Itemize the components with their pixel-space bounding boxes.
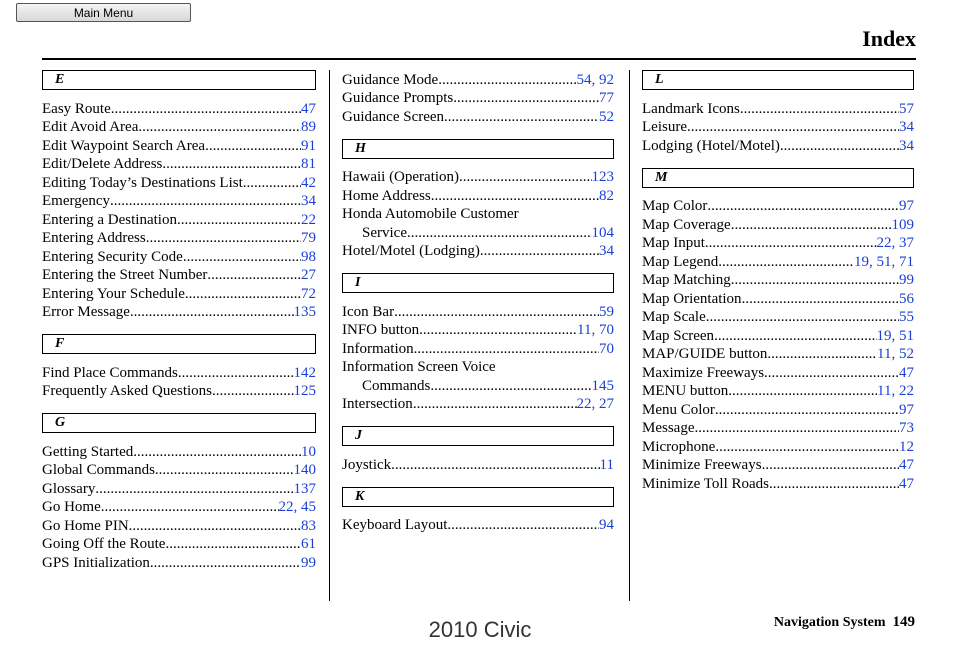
- index-entry: [42, 192, 316, 211]
- index-entry: [342, 168, 614, 187]
- page-title: Index: [862, 26, 916, 51]
- dot-leader: [480, 243, 599, 260]
- index-entry: [642, 289, 914, 308]
- dot-leader: [431, 188, 599, 205]
- page-reference-link[interactable]: 55: [899, 309, 914, 325]
- dot-leader: [447, 517, 599, 534]
- index-entry-label: Minimize Freeways: [642, 457, 762, 473]
- index-entry: [342, 321, 614, 340]
- index-entry: [342, 223, 614, 242]
- index-entry: [42, 173, 316, 192]
- title-divider: [42, 58, 916, 60]
- index-entry-label: Map Color: [642, 198, 708, 214]
- dot-leader: [111, 101, 301, 118]
- index-entry-label: Emergency: [42, 193, 111, 209]
- index-entry-label: Icon Bar: [342, 303, 395, 320]
- dot-leader: [715, 439, 899, 456]
- index-entry: [342, 205, 614, 224]
- dot-leader: [205, 138, 301, 155]
- index-entry-label: Leisure: [642, 119, 687, 135]
- dot-leader: [150, 555, 301, 572]
- index-entry-label: Information Screen Voice: [342, 359, 496, 375]
- index-entry-label: Map Scale: [642, 309, 706, 325]
- page-reference-link[interactable]: 140: [293, 462, 316, 478]
- dot-leader: [728, 383, 877, 400]
- index-entry: [42, 229, 316, 248]
- column-divider-1: [329, 70, 330, 601]
- watermark: 2010 Civic: [428, 617, 532, 642]
- index-entry-label: Guidance Screen: [342, 108, 445, 125]
- page-reference-link[interactable]: 97: [899, 198, 914, 214]
- index-entry: [642, 437, 914, 456]
- dot-leader: [391, 457, 599, 474]
- index-entry-label: Edit/Delete Address: [42, 156, 163, 172]
- dot-leader: [146, 230, 301, 247]
- index-entry: [42, 516, 316, 535]
- index-entry: [342, 89, 614, 108]
- index-entry-label: Microphone: [642, 438, 716, 455]
- index-entry: [42, 535, 316, 554]
- dot-leader: [133, 444, 301, 461]
- index-entry-label: GPS Initialization: [42, 554, 150, 571]
- page-reference-link[interactable]: 145: [591, 377, 614, 394]
- index-entry-label: Information: [342, 340, 414, 357]
- page-reference-link[interactable]: 22: [301, 211, 316, 228]
- index-entry: [342, 186, 614, 205]
- page-reference-link[interactable]: 52: [599, 108, 614, 125]
- page-reference-link[interactable]: 70: [599, 340, 614, 357]
- index-entry: [342, 516, 614, 535]
- page-reference-link[interactable]: 99: [301, 554, 316, 571]
- dot-leader: [767, 346, 877, 363]
- page-reference-link[interactable]: 34: [899, 137, 914, 154]
- dot-leader: [414, 341, 599, 358]
- index-entry: [342, 107, 614, 126]
- index-entry-list: [42, 99, 316, 321]
- index-entry-label: Edit Avoid Area: [42, 119, 139, 135]
- page-reference-link[interactable]: 56: [899, 290, 914, 307]
- page-reference-link[interactable]: 94: [599, 517, 614, 533]
- page-reference-link[interactable]: 11, 70: [577, 322, 614, 338]
- page-reference-link[interactable]: 19, 51, 71: [854, 253, 914, 270]
- page-reference-link[interactable]: 22, 45: [278, 499, 316, 515]
- dot-leader: [444, 109, 599, 126]
- page-reference-link[interactable]: 89: [301, 119, 316, 135]
- index-entry-label: Maximize Freeways: [642, 364, 765, 381]
- dot-leader: [453, 90, 599, 107]
- page-reference-link[interactable]: 142: [293, 364, 316, 381]
- index-entry-label: Find Place Commands: [42, 364, 178, 381]
- page-reference-link[interactable]: 72: [301, 285, 316, 302]
- index-entry-list: [42, 363, 316, 400]
- dot-leader: [95, 481, 293, 498]
- page-reference-link[interactable]: 47: [899, 364, 914, 381]
- dot-leader: [430, 378, 591, 395]
- dot-leader: [178, 365, 294, 382]
- index-entry-label: Honda Automobile Customer: [342, 206, 519, 222]
- index-entry: [42, 118, 316, 137]
- index-entry-label: Guidance Prompts: [342, 90, 454, 106]
- index-entry-label: Menu Color: [642, 401, 715, 418]
- index-entry: [642, 456, 914, 475]
- page-reference-link[interactable]: 91: [301, 137, 316, 154]
- page-reference-link[interactable]: 98: [301, 248, 316, 265]
- page-reference-link[interactable]: 125: [293, 383, 316, 399]
- index-entry-label: Go Home: [42, 499, 101, 515]
- index-column-1: [42, 70, 316, 585]
- index-entry-label: Service: [362, 224, 407, 241]
- index-entry-label: Global Commands: [42, 462, 155, 478]
- index-entry-label: Entering Your Schedule: [42, 285, 185, 302]
- index-entry-label: Edit Waypoint Search Area: [42, 137, 206, 154]
- page-reference-link[interactable]: 73: [899, 420, 914, 436]
- index-entry-label: INFO button: [342, 322, 420, 338]
- dot-leader: [138, 119, 301, 136]
- dot-leader: [764, 365, 899, 382]
- index-entry-label: Map Input: [642, 235, 705, 251]
- index-entry: [642, 234, 914, 253]
- index-entry: [642, 118, 914, 137]
- index-entry: [642, 99, 914, 118]
- index-entry-label: Entering the Street Number: [42, 267, 208, 283]
- index-entry-label: Keyboard Layout: [342, 517, 448, 533]
- page-reference-link[interactable]: 42: [301, 174, 316, 191]
- index-entry-label: Joystick: [342, 456, 392, 473]
- dot-leader: [155, 462, 294, 479]
- page-reference-link[interactable]: 34: [599, 243, 614, 259]
- dot-leader: [705, 235, 877, 252]
- index-entry: [642, 271, 914, 290]
- dot-leader: [731, 272, 899, 289]
- page-reference-link[interactable]: 61: [301, 536, 316, 552]
- dot-leader: [714, 328, 876, 345]
- index-entry-label: Easy Route: [42, 100, 111, 117]
- index-entry-list: [342, 455, 614, 474]
- dot-leader: [740, 101, 899, 118]
- page-reference-link[interactable]: 137: [293, 480, 316, 497]
- index-entry: [42, 247, 316, 266]
- page-reference-link[interactable]: 22, 27: [576, 396, 614, 412]
- index-entry-label: Go Home PIN: [42, 517, 129, 534]
- section-header-h: H: [342, 139, 614, 159]
- dot-leader: [130, 304, 294, 321]
- index-entry-label: Map Legend: [642, 253, 719, 270]
- dot-leader: [459, 169, 591, 186]
- index-entry: [42, 363, 316, 382]
- dot-leader: [413, 396, 577, 413]
- index-entry-label: Map Coverage: [642, 216, 731, 233]
- dot-leader: [185, 286, 301, 303]
- dot-leader: [243, 175, 301, 192]
- dot-leader: [438, 72, 576, 89]
- dot-leader: [101, 499, 279, 516]
- index-entry-label: Minimize Toll Roads: [642, 475, 770, 492]
- dot-leader: [394, 304, 599, 321]
- index-entry: [42, 136, 316, 155]
- section-header-m: M: [642, 168, 914, 188]
- page-reference-link[interactable]: 99: [899, 272, 914, 288]
- page-reference-link[interactable]: 77: [599, 90, 614, 106]
- index-entry: [342, 339, 614, 358]
- page-reference-link[interactable]: 123: [591, 169, 614, 185]
- index-entry-label: Getting Started: [42, 443, 134, 460]
- index-entry-label: Map Matching: [642, 272, 731, 288]
- dot-leader: [407, 225, 592, 242]
- index-entry-label: Map Screen: [642, 327, 715, 344]
- index-entry: [642, 252, 914, 271]
- index-entry: [642, 474, 914, 493]
- page-reference-link[interactable]: 97: [899, 401, 914, 418]
- page-reference-link[interactable]: 109: [891, 216, 914, 233]
- index-entry: [342, 376, 614, 395]
- index-entry: [42, 461, 316, 480]
- page-reference-link[interactable]: 11, 52: [877, 346, 914, 362]
- page-reference-link[interactable]: 47: [899, 457, 914, 473]
- dot-leader: [695, 420, 900, 437]
- dot-leader: [687, 119, 899, 136]
- dot-leader: [212, 383, 294, 400]
- page-reference-link[interactable]: 11: [599, 456, 614, 473]
- index-entry-label: Commands: [362, 377, 431, 394]
- index-entry: [642, 400, 914, 419]
- index-entry: [342, 70, 614, 89]
- page-reference-link[interactable]: 82: [599, 187, 614, 204]
- index-entry: [642, 197, 914, 216]
- dot-leader: [715, 402, 899, 419]
- page-reference-link[interactable]: 34: [301, 193, 316, 209]
- dot-leader: [742, 291, 899, 308]
- section-header-g: G: [42, 413, 316, 433]
- index-entry: [342, 455, 614, 474]
- index-entry: [642, 136, 914, 155]
- index-entry-label: Hawaii (Operation): [342, 169, 460, 185]
- dot-leader: [762, 457, 899, 474]
- index-entry: [642, 215, 914, 234]
- page-reference-link[interactable]: 47: [301, 100, 316, 117]
- main-menu-button[interactable]: Main Menu: [16, 3, 191, 22]
- dot-leader: [731, 217, 892, 234]
- index-entry: [642, 345, 914, 364]
- index-entry: [342, 242, 614, 261]
- page-reference-link[interactable]: 27: [301, 267, 316, 283]
- index-entry: [42, 266, 316, 285]
- column-divider-2: [629, 70, 630, 601]
- index-entry-label: MENU button: [642, 383, 729, 399]
- index-entry-list: [342, 70, 614, 126]
- index-entry: [642, 326, 914, 345]
- index-entry-label: Entering Address: [42, 230, 146, 246]
- section-header-k: K: [342, 487, 614, 507]
- page-reference-link[interactable]: 83: [301, 517, 316, 534]
- dot-leader: [706, 309, 899, 326]
- dot-leader: [165, 536, 301, 553]
- page-reference-link[interactable]: 34: [899, 119, 914, 135]
- page-reference-link[interactable]: 79: [301, 230, 316, 246]
- index-entry-label: Message: [642, 420, 695, 436]
- index-entry: [42, 479, 316, 498]
- section-header-e: E: [42, 70, 316, 90]
- index-column-3: [642, 70, 914, 506]
- index-entry-label: Error Message: [42, 304, 130, 320]
- dot-leader: [769, 476, 899, 493]
- index-entry-label: Map Orientation: [642, 290, 742, 307]
- index-entry-label: MAP/GUIDE button: [642, 346, 768, 362]
- index-entry-label: Intersection: [342, 396, 413, 412]
- index-entry: [342, 395, 614, 414]
- index-entry: [642, 382, 914, 401]
- index-entry-list: [342, 302, 614, 413]
- index-entry-label: Going Off the Route: [42, 536, 166, 552]
- section-header-l: L: [642, 70, 914, 90]
- page-reference-link[interactable]: 22, 37: [876, 235, 914, 251]
- index-entry: [42, 284, 316, 303]
- index-entry: [42, 99, 316, 118]
- dot-leader: [162, 156, 301, 173]
- page-reference-link[interactable]: 47: [899, 475, 914, 492]
- page-reference-link[interactable]: 12: [899, 438, 914, 455]
- dot-leader: [110, 193, 301, 210]
- index-entry-list: [342, 516, 614, 535]
- section-header-j: J: [342, 426, 614, 446]
- index-entry: [42, 442, 316, 461]
- page-reference-link[interactable]: 59: [599, 303, 614, 320]
- index-entry-list: [642, 99, 914, 155]
- dot-leader: [183, 249, 301, 266]
- dot-leader: [207, 267, 301, 284]
- index-entry-list: [642, 197, 914, 493]
- section-header-f: F: [42, 334, 316, 354]
- footer-section-name: Navigation System: [773, 615, 886, 630]
- page-reference-link[interactable]: 81: [301, 156, 316, 172]
- page-reference-link[interactable]: 11, 22: [877, 383, 914, 399]
- index-entry: [42, 382, 316, 401]
- index-entry: [642, 419, 914, 438]
- page-reference-link[interactable]: 10: [301, 443, 316, 460]
- section-header-i: I: [342, 273, 614, 293]
- index-entry: [42, 303, 316, 322]
- index-entry-label: Home Address: [342, 187, 431, 204]
- page-reference-link[interactable]: 104: [591, 224, 614, 241]
- index-entry-label: Entering a Destination: [42, 211, 177, 228]
- index-entry: [342, 358, 614, 377]
- index-entry-label: Frequently Asked Questions: [42, 383, 212, 399]
- index-entry: [42, 553, 316, 572]
- page-reference-link[interactable]: 57: [899, 100, 914, 117]
- index-entry: [342, 302, 614, 321]
- dot-leader: [718, 254, 854, 271]
- page-reference-link[interactable]: 19, 51: [876, 327, 914, 344]
- index-entry-label: Entering Security Code: [42, 248, 183, 265]
- page-reference-link[interactable]: 135: [293, 304, 316, 320]
- index-entry-list: [42, 442, 316, 572]
- index-entry: [42, 498, 316, 517]
- footer-page-number: 149: [892, 614, 915, 630]
- dot-leader: [780, 138, 899, 155]
- index-entry-label: Lodging (Hotel/Motel): [642, 137, 780, 154]
- index-column-2: [342, 70, 614, 547]
- index-entry-label: Guidance Mode: [342, 71, 439, 88]
- index-entry: [42, 210, 316, 229]
- dot-leader: [419, 322, 577, 339]
- index-entry: [42, 155, 316, 174]
- index-entry-label: Landmark Icons: [642, 100, 740, 117]
- dot-leader: [129, 518, 301, 535]
- index-entry: [642, 308, 914, 327]
- index-entry: [642, 363, 914, 382]
- page-reference-link[interactable]: 54, 92: [576, 71, 614, 88]
- dot-leader: [177, 212, 301, 229]
- index-entry-label: Hotel/Motel (Lodging): [342, 243, 480, 259]
- index-entry-list: [342, 168, 614, 261]
- index-entry-label: Editing Today’s Destinations List: [42, 174, 243, 191]
- index-entry-label: Glossary: [42, 480, 96, 497]
- dot-leader: [707, 198, 899, 215]
